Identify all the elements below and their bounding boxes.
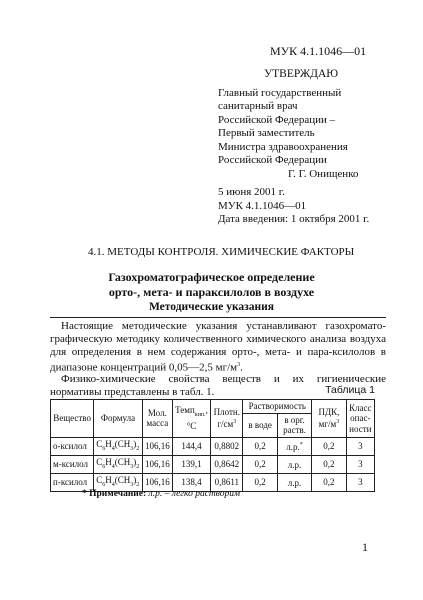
cell-pdk: 0,2 xyxy=(312,455,346,473)
header-pdk-unit: мг/м xyxy=(318,419,337,430)
cell-density: 0,8642 xyxy=(211,455,243,473)
header-formula: Формула xyxy=(94,400,143,438)
section-heading: 4.1. МЕТОДЫ КОНТРОЛЯ. ХИМИЧЕСКИЕ ФАКТОРЫ xyxy=(88,246,355,258)
approval-intro-date: Дата введения: 1 октября 2001 г. xyxy=(218,213,370,225)
cell-hazard: 3 xyxy=(346,455,374,473)
cell-sol-water: 0,2 xyxy=(243,455,277,473)
title-line-2: орто-, мета- и параксилолов в воздухе xyxy=(108,285,315,299)
paragraph-scope-text: Настоящие методические указания устанавливают газохромато-графическую методику количественного химического анализа воздуха для определения в нем содержания орто-, мета- и пара-ксилолов в диапазоне концентраций 0,05—2,5 мг/м xyxy=(50,320,386,374)
paragraph-scope xyxy=(50,320,386,375)
paragraph-properties-text: Физико-химические свойства веществ и их гигиенические нормативы представлены в табл. 1. xyxy=(50,373,386,398)
title-line-1: Газохроматографическое определение xyxy=(108,270,315,284)
cell-sol-water: 0,2 xyxy=(243,474,277,492)
cell-formula: $C_6H_4(CH_3)_2$ xyxy=(94,474,143,492)
cell-mol-mass: 106,16 xyxy=(142,474,172,492)
cell-hazard: 3 xyxy=(346,474,374,492)
header-density-unit: г/см xyxy=(217,419,234,430)
header-solubility: Растворимость xyxy=(243,400,312,414)
approval-line: Первый заместитель xyxy=(218,127,315,139)
approval-line: Министра здравоохранения xyxy=(218,140,348,153)
cell-pdk: 0,2 xyxy=(312,474,346,492)
approval-signatory: Г. Г. Онищенко xyxy=(288,167,359,180)
approval-date: 5 июня 2001 г. xyxy=(218,186,285,198)
subtitle-rule xyxy=(50,317,386,318)
cell-temp: 138,4 xyxy=(172,474,210,492)
approval-line: Российской Федерации xyxy=(218,154,327,166)
approval-line: санитарный врач xyxy=(218,100,298,112)
unit-superscript: 3 xyxy=(237,362,241,368)
header-sol-org: в орг. раств. xyxy=(277,413,311,437)
table-row xyxy=(51,455,375,473)
cell-mol-mass: 106,16 xyxy=(142,455,172,473)
cell-formula: $C_6H_4(CH_3)_2$ xyxy=(94,437,143,455)
paragraph-scope-end: . xyxy=(240,361,243,374)
cell-temp: 144,4 xyxy=(172,437,210,455)
table-row xyxy=(51,437,375,455)
cell-formula: $C_6H_4(CH_3)_2$ xyxy=(94,455,143,473)
footnote-text: л.р. – легко растворим xyxy=(146,489,241,499)
approval-line: Главный государственный xyxy=(218,86,342,99)
header-pdk xyxy=(312,400,346,438)
header-temp-label: Темп xyxy=(175,405,195,416)
table-caption: Таблица 1 xyxy=(325,384,375,396)
approval-doc-code: МУК 4.1.1046—01 xyxy=(218,199,307,212)
document-code: МУК 4.1.1046—01 xyxy=(270,44,367,58)
cell-sol-org: л.р. xyxy=(277,474,311,492)
table-footnote xyxy=(82,489,240,499)
header-hazard-class: Класс опас-ности xyxy=(346,400,374,438)
cell-substance: о-ксилол xyxy=(51,437,94,455)
table-header-row xyxy=(51,400,375,414)
header-pdk-sup: 3 xyxy=(336,419,340,426)
header-density-sup: 3 xyxy=(233,419,237,426)
properties-table xyxy=(50,399,375,492)
header-pdk-label: ПДК, xyxy=(318,406,340,417)
cell-substance: п-ксилол xyxy=(51,474,94,492)
header-temp-sub: кип. xyxy=(194,412,206,419)
cell-density: 0,8611 xyxy=(211,474,243,492)
header-sol-water: в воде xyxy=(243,413,277,437)
cell-hazard: 3 xyxy=(346,437,374,455)
document-title xyxy=(0,270,423,300)
cell-mol-mass: 106,16 xyxy=(142,437,172,455)
cell-density: 0,8802 xyxy=(211,437,243,455)
cell-temp: 139,1 xyxy=(172,455,210,473)
header-boiling-temp: Темп$_{кип.}$, °С xyxy=(172,400,210,438)
cell-sol-org: л.р. xyxy=(277,455,311,473)
footnote-label: * Примечание: xyxy=(82,489,147,499)
approval-line: Российской Федерации – xyxy=(218,113,336,126)
approval-block xyxy=(218,68,369,227)
cell-sol-water: 0,2 xyxy=(243,437,277,455)
cell-substance: м-ксилол xyxy=(51,455,94,473)
header-density-label: Плотн. xyxy=(213,406,240,417)
header-mol-mass: Мол. масса xyxy=(142,400,172,438)
cell-pdk: 0,2 xyxy=(312,437,346,455)
cell-sol-org: л.р.* xyxy=(277,437,311,455)
document-subtitle: Методические указания xyxy=(148,301,275,313)
header-substance: Вещество xyxy=(51,400,94,438)
page-number: 1 xyxy=(362,540,368,554)
header-temp-unit: °С xyxy=(186,420,197,431)
header-density xyxy=(211,400,243,438)
approval-heading: УТВЕРЖДАЮ xyxy=(264,68,339,80)
